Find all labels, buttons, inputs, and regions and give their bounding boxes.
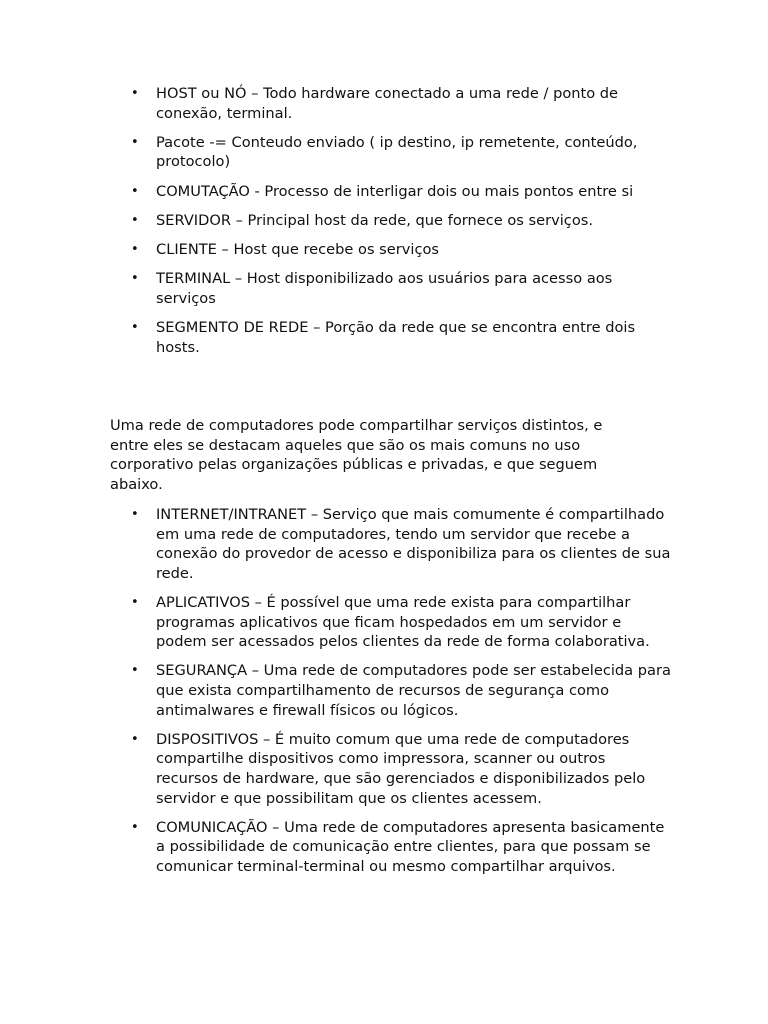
list-item — [131, 593, 671, 652]
list-item-text: DISPOSITIVOS – É muito comum que uma rede de computadores compartilhe dispositivos como impressora, scanner ou outros recursos de hardware, que são gerenciados e disponibilizados pelo servidor e que possibilitam que os clientes acessem. — [156, 730, 646, 807]
list-item-text: CLIENTE – Host que recebe os serviços — [156, 240, 440, 258]
bullet-icon: • — [131, 731, 139, 747]
list-item — [131, 133, 666, 172]
list-item — [131, 318, 666, 357]
list-item-text: SEGURANÇA – Uma rede de computadores pode ser estabelecida para que exista compartilhamento de recursos de segurança como antimalwares e firewall físicos ou lógicos. — [156, 662, 671, 719]
bullet-icon: • — [131, 271, 139, 287]
bullet-icon: • — [131, 241, 139, 257]
bullet-icon: • — [131, 319, 139, 335]
list-item-text: SEGMENTO DE REDE – Porção da rede que se encontra entre dois hosts. — [156, 318, 636, 356]
list-item-text: SERVIDOR – Principal host da rede, que fornece os serviços. — [156, 211, 593, 229]
list-item-text: COMUTAÇÃO - Processo de interligar dois ou mais pontos entre si — [156, 182, 634, 200]
bullet-icon: • — [131, 507, 139, 522]
list-item — [131, 240, 666, 260]
list-item — [131, 182, 666, 202]
bullet-icon: • — [131, 134, 139, 150]
list-item — [131, 84, 666, 123]
bullet-icon: • — [131, 212, 139, 228]
bullet-icon: • — [131, 819, 139, 835]
list-item-text: COMUNICAÇÃO – Uma rede de computadores apresenta basicamente a possibilidade de comunicação entre clientes, para que possam se comunicar terminal-terminal ou mesmo compartilhar arquivos. — [156, 818, 665, 875]
list-item-text: Pacote -= Conteudo enviado ( ip destino, ip remetente, conteúdo, protocolo) — [156, 133, 638, 171]
list-item-text: TERMINAL – Host disponibilizado aos usuários para acesso aos serviços — [156, 270, 613, 307]
bullet-icon: • — [131, 594, 139, 610]
list-item-text: APLICATIVOS – É possível que uma rede exista para compartilhar programas aplicativos que ficam hospedados em um servidor e podem ser acessados pelos clientes da rede de forma colaborativa. — [156, 593, 650, 651]
intro-paragraph: Uma rede de computadores pode compartilhar serviços distintos, e entre eles se destacam aqueles que são os mais comuns no uso corporativo pelas organizações públicas e privadas, e que seguem abaixo. — [110, 417, 603, 493]
list-item-text: HOST ou NÓ – Todo hardware conectado a uma rede / ponto de conexão, terminal. — [156, 85, 619, 122]
bullet-icon: • — [131, 663, 139, 679]
list-item — [131, 211, 666, 231]
list-item — [131, 730, 671, 808]
list-item — [131, 661, 671, 720]
definitions-list — [131, 84, 666, 367]
list-item — [131, 818, 671, 877]
list-item — [131, 505, 671, 583]
list-item — [131, 269, 666, 308]
bullet-icon: • — [131, 183, 139, 199]
services-list — [131, 505, 671, 886]
bullet-icon: • — [131, 86, 139, 101]
list-item-text: INTERNET/INTRANET – Serviço que mais comumente é compartilhado em uma rede de computadores, tendo um servidor que recebe a conexão do provedor de acesso e disponibiliza para os clientes de sua rede. — [156, 506, 671, 582]
